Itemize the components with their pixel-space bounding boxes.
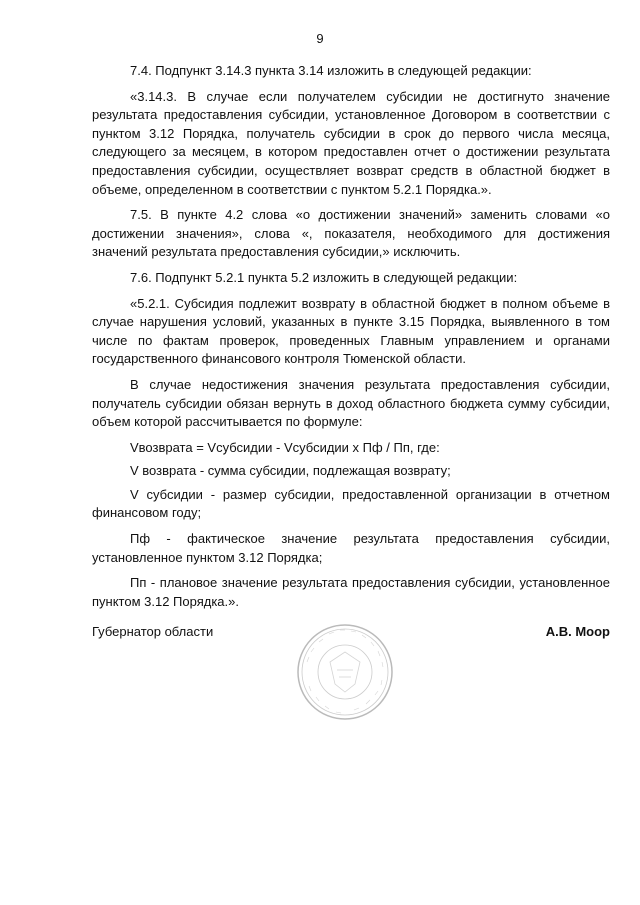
signature-name: А.В. Моор: [545, 624, 610, 639]
paragraph-7-6: 7.6. Подпункт 5.2.1 пункта 5.2 изложить в следующей редакции:: [130, 269, 518, 285]
paragraph-7-4: 7.4. Подпункт 3.14.3 пункта 3.14 изложить в следующей редакции:: [130, 63, 532, 78]
official-seal-icon: [295, 622, 395, 722]
definition-v-return: V возврата - сумма субсидии, подлежащая возврату;: [130, 463, 451, 479]
formula: Vвозврата = Vсубсидии - Vсубсидии х Пф / Пп, где:: [130, 439, 440, 455]
definition-pp: Пп - плановое значение результата предоставления субсидии, установленное пунктом 3.12 Порядка.».: [92, 575, 610, 609]
paragraph-non-achievement: В случае недостижения значения результата предоставления субсидии, получатель субсидии обязан вернуть в доход областного бюджета сумму субсидии, объем которой рассчитывается по формуле:: [92, 376, 610, 430]
definition-v-subsidy: V субсидии - размер субсидии, предоставленной организации в отчетном финансовом году;: [92, 486, 610, 521]
page-number: 9: [316, 31, 324, 46]
signature-position: Губернатор области: [92, 624, 214, 639]
definition-pf: Пф - фактическое значение результата предоставления субсидии, установленное пунктом 3.12 Порядка;: [92, 531, 610, 565]
paragraph-3-14-3: «3.14.3. В случае если получателем субсидии не достигнуто значение результата предоставления субсидии, установленное Договором в соответствии с пунктом 3.12 Порядка, получатель субсидии в срок до первого числа месяца, следующего за месяцем, в котором предоставлен отчет о достижении результата предоставления субсидии, осуществляет возврат средств в областной бюджет в объеме, определенном в соответствии с пунктом 5.2.1 Порядка.».: [92, 88, 610, 197]
paragraph-5-2-1: «5.2.1. Субсидия подлежит возврату в областной бюджет в полном объеме в случае нарушения условий, указанных в пункте 3.15 Порядка, выявленного в том числе по фактам проверок, проведенных Главным управлением и органами государственного финансового контроля Тюменской области.: [92, 295, 610, 367]
document-body: [92, 62, 610, 618]
paragraph-7-5: 7.5. В пункте 4.2 слова «о достижении значений» заменить словами «о достижении значения», слова «, показателя, необходимого для достижения значений результата предоставления субсидии,» исключить.: [92, 207, 610, 260]
